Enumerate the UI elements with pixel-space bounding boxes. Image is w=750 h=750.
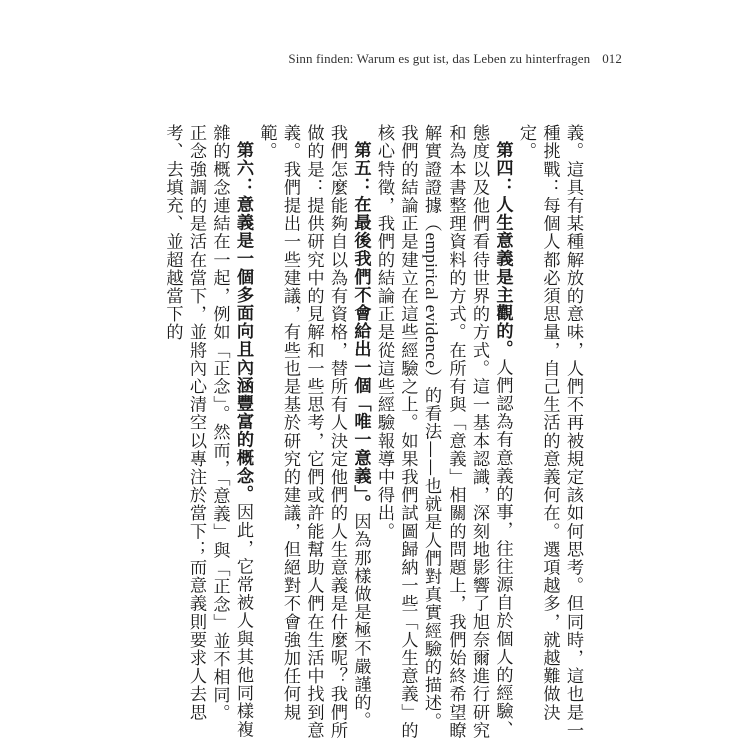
- point-six-text: 因此，它常被人與其他同樣複雜的概念連結在一起，例如「正念」。然而，「意義」與「正念」並不相同。正念強調的是活在當下，並將內心清空以專注於當下；而意義則要求人去思考、去填充、並超越當下的: [162, 124, 253, 739]
- point-five-text: 因為那樣做是極不嚴謹的。我們怎麼能夠自以為有資格，替所有人決定他們的人生意義是什麼呢？我們所做的是：提供研究中的見解和一些思考，它們或許能幫助人們在生活中找到意義。我們提出一些建議，有些也是基於研究的建議，但絕對不會強加任何規範。: [256, 124, 371, 740]
- point-four-latin-term: empirical evidence: [422, 232, 441, 369]
- paragraph-point-four: [372, 124, 514, 740]
- point-four-heading: 第四：人生意義是主觀的。: [492, 141, 513, 359]
- point-five-heading: 第五：在最後我們不會給出一個「唯一意義」。: [350, 141, 371, 513]
- page-number: 012: [602, 51, 622, 66]
- paragraph-1-text: 義。這具有某種解放的意味，人們不再被規定該如何思考。但同時，這也是一種挑戰：每個人都必須思量，自己生活的意義何在。選項越多，就越難做決定。: [516, 124, 583, 740]
- point-four-text-a: 人們認為有意義的事，往往源自於個人的經驗、態度以及他們看待世界的方式。這一基本認識，深刻地影響了旭奈爾進行研究和為本書整理資料的方式。在所有與「意義」相關的問題上，我們始終希望瞭解實證證據（: [421, 124, 513, 740]
- paragraph-point-five: [254, 124, 372, 740]
- body-text: [162, 124, 584, 740]
- running-head-title: Sinn finden: Warum es gut ist, das Leben zu hinterfragen: [288, 51, 591, 66]
- paragraph-1: [514, 124, 585, 740]
- point-four-text-b: ）的看法——也就是人們對真實經驗的描述。我們的結論正是建立在這些經驗之上。如果我們試圖歸納一些「人生意義」的核心特徵，我們的結論正是從這些經驗報導中得出。: [374, 124, 441, 740]
- running-head: [288, 51, 622, 67]
- point-six-heading: 第六：意義是一個多面向且內涵豐富的概念。: [233, 141, 253, 504]
- paragraph-point-six: [160, 124, 254, 740]
